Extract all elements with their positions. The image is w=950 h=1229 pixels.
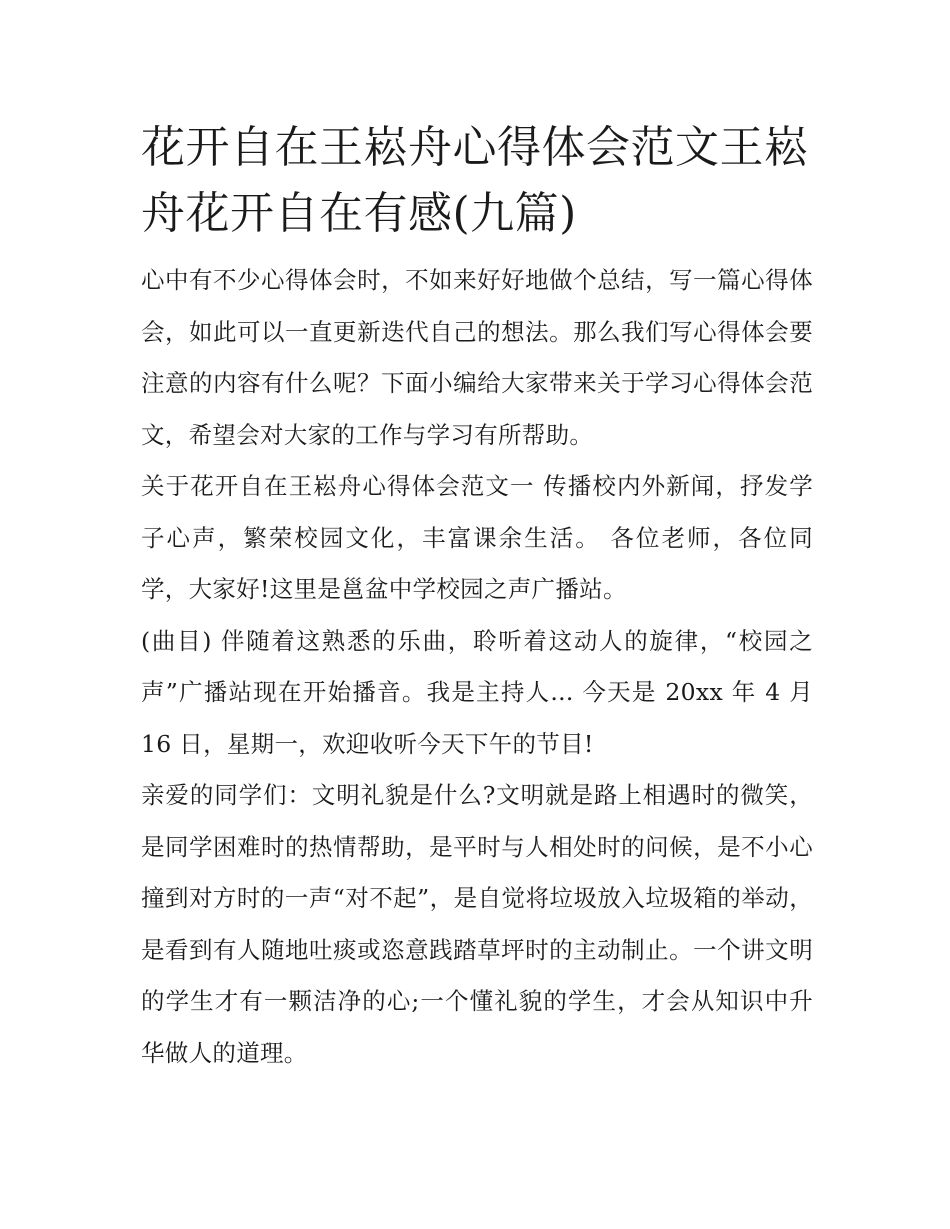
document-title: 花开自在王崧舟心得体会范文王崧舟花开自在有感(九篇) xyxy=(141,122,809,239)
document-body xyxy=(141,115,813,1079)
paragraph-intro: 心中有不少心得体会时，不如来好好地做个总结，写一篇心得体会，如此可以一直更新迭代自己的想法。那么我们写心得体会要注意的内容有什么呢？下面小编给大家带来关于学习心得体会范文，希望会对大家的工作与学习有所帮助。 xyxy=(141,266,813,449)
paragraph-broadcast: (曲目) 伴随着这熟悉的乐曲，聆听着这动人的旋律，“校园之声”广播站现在开始播音。我是主持人... 今天是 20xx 年 4 月 16 日，星期一，欢迎收听今天下午的节目! xyxy=(141,626,813,758)
paragraph-civility: 亲爱的同学们：文明礼貌是什么?文明就是路上相遇时的微笑，是同学困难时的热情帮助，是平时与人相处时的问候，是不小心撞到对方时的一声“对不起”，是自觉将垃圾放入垃圾箱的举动，是看到有人随地吐痰或恣意践踏草坪时的主动制止。一个讲文明的学生才有一颗洁净的心;一个懂礼貌的学生，才会从知识中升华做人的道理。 xyxy=(141,781,813,1067)
paragraph-section-one: 关于花开自在王崧舟心得体会范文一 传播校内外新闻，抒发学子心声，繁荣校园文化，丰富课余生活。 各位老师，各位同学，大家好!这里是邕盆中学校园之声广播站。 xyxy=(141,472,813,603)
